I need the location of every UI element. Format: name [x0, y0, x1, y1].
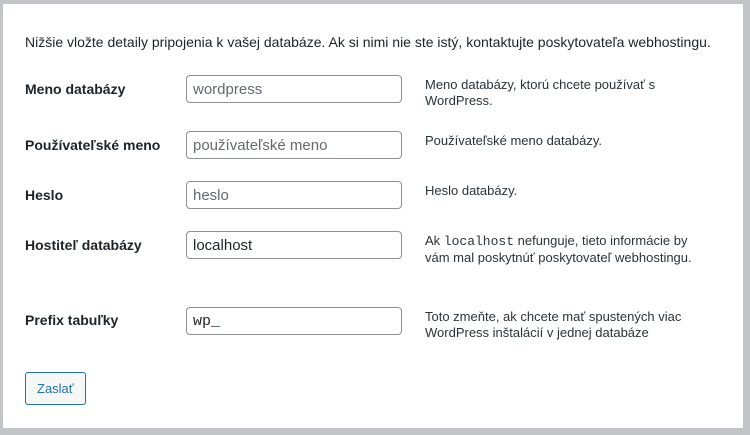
host-label: Hostiteľ databázy — [25, 237, 142, 253]
dbname-description: Meno databázy, ktorú chcete používať s WordPress. — [425, 77, 656, 108]
username-label: Používateľské meno — [25, 137, 161, 153]
host-description-code: localhost — [443, 234, 515, 249]
prefix-input[interactable] — [186, 307, 402, 335]
host-input[interactable] — [186, 231, 402, 259]
setup-config-panel — [3, 4, 743, 428]
username-input[interactable] — [186, 131, 402, 159]
dbname-label: Meno databázy — [25, 81, 126, 97]
host-description — [425, 233, 715, 266]
password-label: Heslo — [25, 187, 64, 203]
dbname-input[interactable] — [186, 75, 402, 103]
password-input[interactable] — [186, 181, 402, 209]
host-description-suffix: nefunguje, tieto informácie by vám mal poskytnúť poskytovateľ webhostingu. — [425, 233, 692, 265]
intro-text: Nižšie vložte detaily pripojenia k vašej databáze. Ak si nimi nie ste istý, kontaktujte poskytovateľa webhostingu. — [25, 34, 711, 50]
password-description: Heslo databázy. — [425, 183, 518, 198]
username-description: Používateľské meno databázy. — [425, 133, 602, 148]
prefix-description: Toto zmeňte, ak chcete mať spustených viac WordPress inštalácií v jednej databáze — [425, 309, 682, 340]
prefix-label: Prefix tabuľky — [25, 312, 119, 328]
submit-button[interactable]: Zaslať — [25, 372, 86, 405]
host-description-prefix: Ak — [425, 233, 444, 248]
